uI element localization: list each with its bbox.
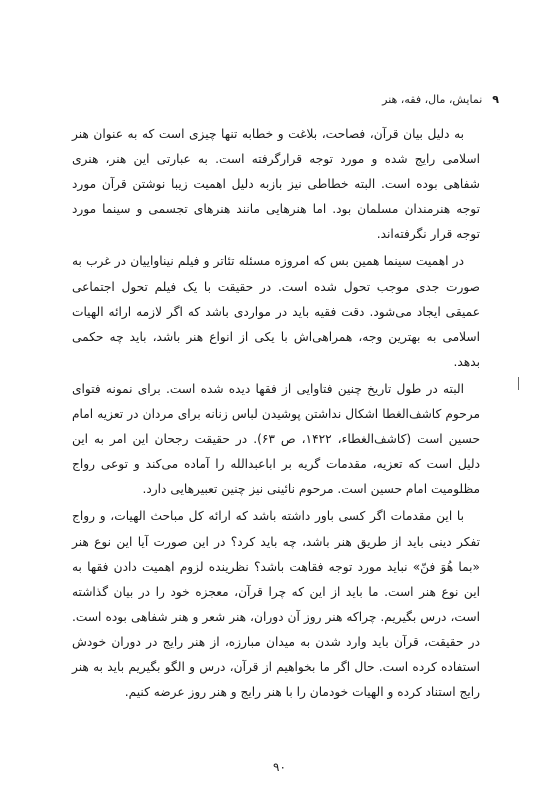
page-footer <box>0 760 559 774</box>
header-page-number: ۹ <box>492 93 499 106</box>
paragraph: به دلیل بیان قرآن، فصاحت، بلاغت و خطابه تنها چیزی است که به عنوان هنر اسلامی رایج شده و مورد توجه قرارگرفته است. به عبارتی این هنر، هنری شفاهی بوده است. البته خطاطی نیز بازبه دلیل اهمیت زیبا نوشتن قرآن مورد توجه هنرمندان مسلمان بود. اما هنرهایی مانند هنرهای تجسمی و سینما مورد توجه قرار نگرفته‌اند. <box>72 127 480 242</box>
body-text <box>72 122 480 707</box>
paragraph: با این مقدمات اگر کسی باور داشته باشد که ارائه کل مباحث الهیات، و رواج تفکر دینی باید از طریق هنر باشد، چه باید کرد؟ در این صورت آیا این نوع هنر «بما هُوَ فنّ» نباید مورد توجه فقاهت باشد؟ نظرینده لزوم اهمیت دادن فقها به این نوع هنر است. ما باید از این که چرا قرآن، معجزه خود را در بیان گذاشته است، درس بگیریم. چراکه هنر روز آن دوران، هنر شعر و هنر شفاهی بوده است. در حقیقت، قرآن باید وارد شدن به میدان مبارزه، از هنر رایج در دوران خودش استفاده کرده است. حال اگر ما بخواهیم از قرآن، درس و الگو بگیریم باید به هنر رایج استناد کرده و الهیات خودمان را با هنر رایج و هنر روز عرضه کنیم. <box>72 509 480 700</box>
paragraph: در اهمیت سینما همین بس که امروزه مسئله تئاتر و فیلم نیناواییان در غرب به صورت جدی موجب تحول شده است. در حقیقت با یک فیلم تحول اجتماعی عمیقی ایجاد می‌شود. دقت فقیه باید در مواردی باشد که اگر لازمه ارائه الهیات اسلامی به بهترین وجه، همراهی‌اش با یکی از انواع هنر باشد، باید چه حکمی بدهد. <box>72 254 480 369</box>
running-title: نمایش، مال، فقه، هنر <box>382 93 483 106</box>
margin-mark <box>518 377 519 390</box>
paragraph: البته در طول تاریخ چنین فتاوایی از فقها دیده شده است. برای نمونه فتوای مرحوم کاشف‌الغطا اشکال نداشتن پوشیدن لباس زنانه برای مردان در تعزیه امام حسین است (کاشف‌الغطاء، ۱۴۲۲، ص ۶۳). در حقیقت رجحان این امر به این دلیل است که تعزیه، مقدمات گریه بر اباعبدالله را آماده می‌کند و توعی رواج مظلومیت امام حسین است. مرحوم نائینی نیز چنین تعبیرهایی دارد. <box>72 381 480 497</box>
footer-page-number: ۹۰ <box>273 760 286 774</box>
running-header <box>60 93 499 106</box>
